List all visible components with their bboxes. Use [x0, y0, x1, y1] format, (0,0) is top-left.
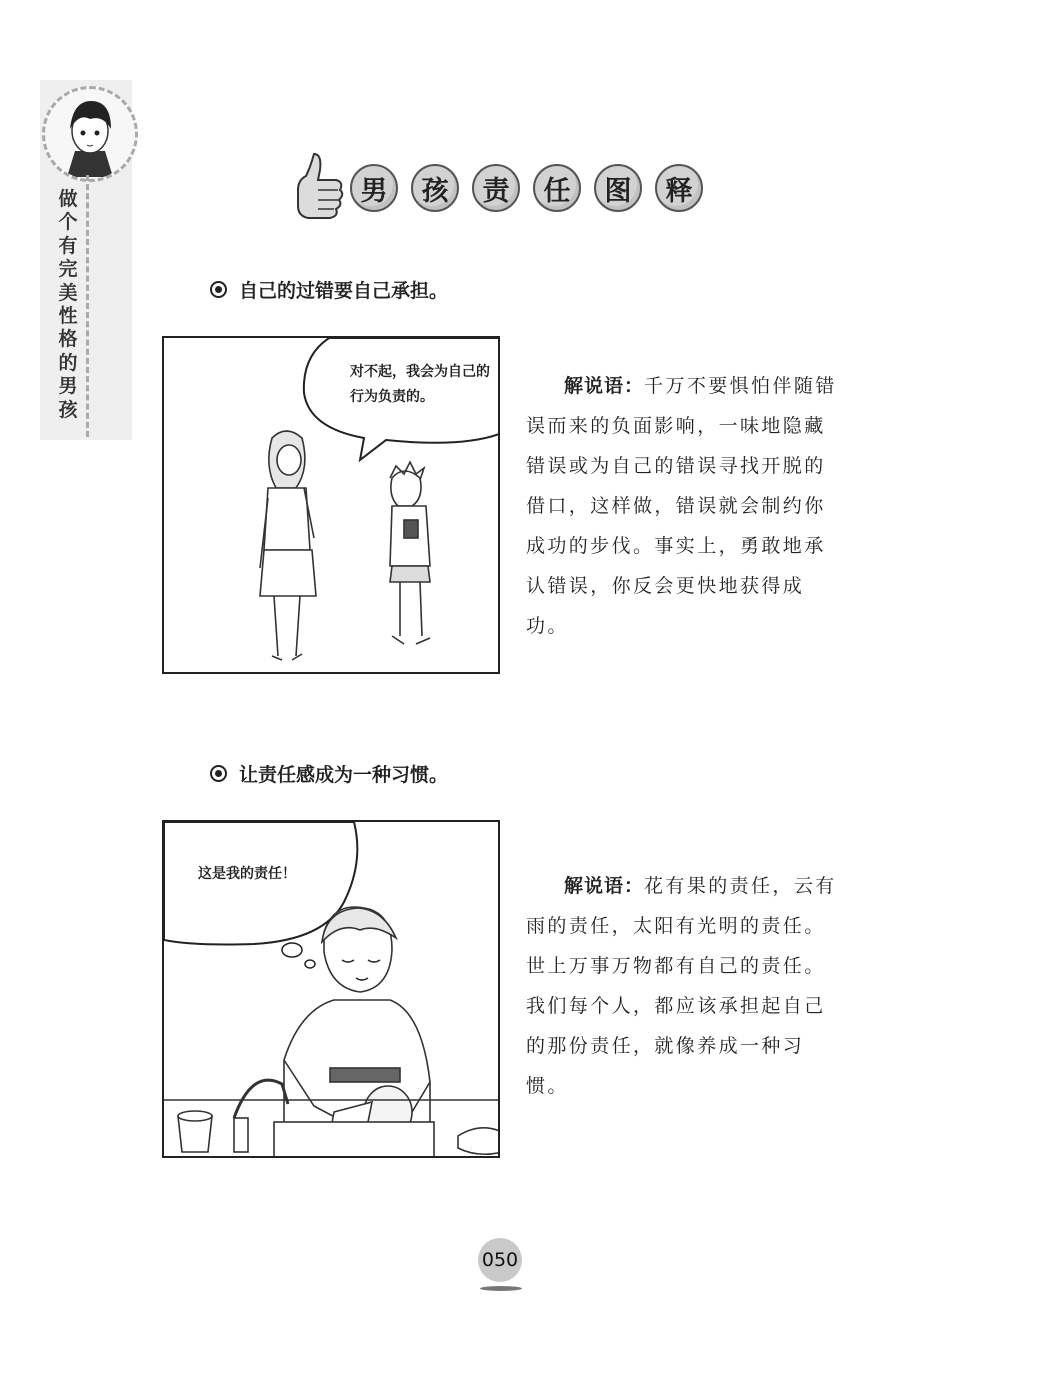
explanation-lead: 解说语：: [564, 375, 645, 397]
comic-panel-1: [162, 336, 500, 674]
title-badge: 男: [350, 164, 398, 212]
bullet-icon: [210, 765, 227, 782]
title-badge: 任: [533, 164, 581, 212]
comic-panel-2: [162, 820, 500, 1158]
side-book-title: 做个有完美性格的男孩: [58, 188, 78, 421]
side-dashed-line: [86, 175, 89, 437]
title-badge: 释: [655, 164, 703, 212]
section-1-heading-text: 自己的过错要自己承担。: [239, 280, 449, 302]
page-number: 050: [478, 1238, 522, 1282]
title-badge: 孩: [411, 164, 459, 212]
section-1-heading: [210, 276, 448, 303]
section-title-badges: [350, 164, 703, 212]
section-2-explanation: [526, 866, 842, 1106]
boy-avatar-illustration: [42, 86, 138, 182]
thumbs-up-icon: [292, 150, 346, 226]
thought-bubble-text: 这是我的责任！: [198, 866, 296, 882]
explanation-body: 千万不要惧怕伴随错误而来的负面影响，一味地隐藏错误或为自己的错误寻找开脱的借口，这样做，错误就会制约你成功的步伐。事实上，勇敢地承认错误，你反会更快地获得成功。: [526, 375, 837, 637]
page-number-shadow: [480, 1286, 522, 1291]
explanation-body: 花有果的责任，云有雨的责任，太阳有光明的责任。世上万事万物都有自己的责任。我们每个人，都应该承担起自己的那份责任，就像养成一种习惯。: [526, 875, 837, 1097]
bullet-icon: [210, 281, 227, 298]
explanation-lead: 解说语：: [564, 875, 645, 897]
speech-bubble-text: 对不起，我会为自己的行为负责的。: [350, 364, 490, 405]
title-badge: 图: [594, 164, 642, 212]
title-badge: 责: [472, 164, 520, 212]
section-2-heading: [210, 760, 448, 787]
section-1-explanation: [526, 366, 842, 646]
section-2-heading-text: 让责任感成为一种习惯。: [239, 764, 449, 786]
